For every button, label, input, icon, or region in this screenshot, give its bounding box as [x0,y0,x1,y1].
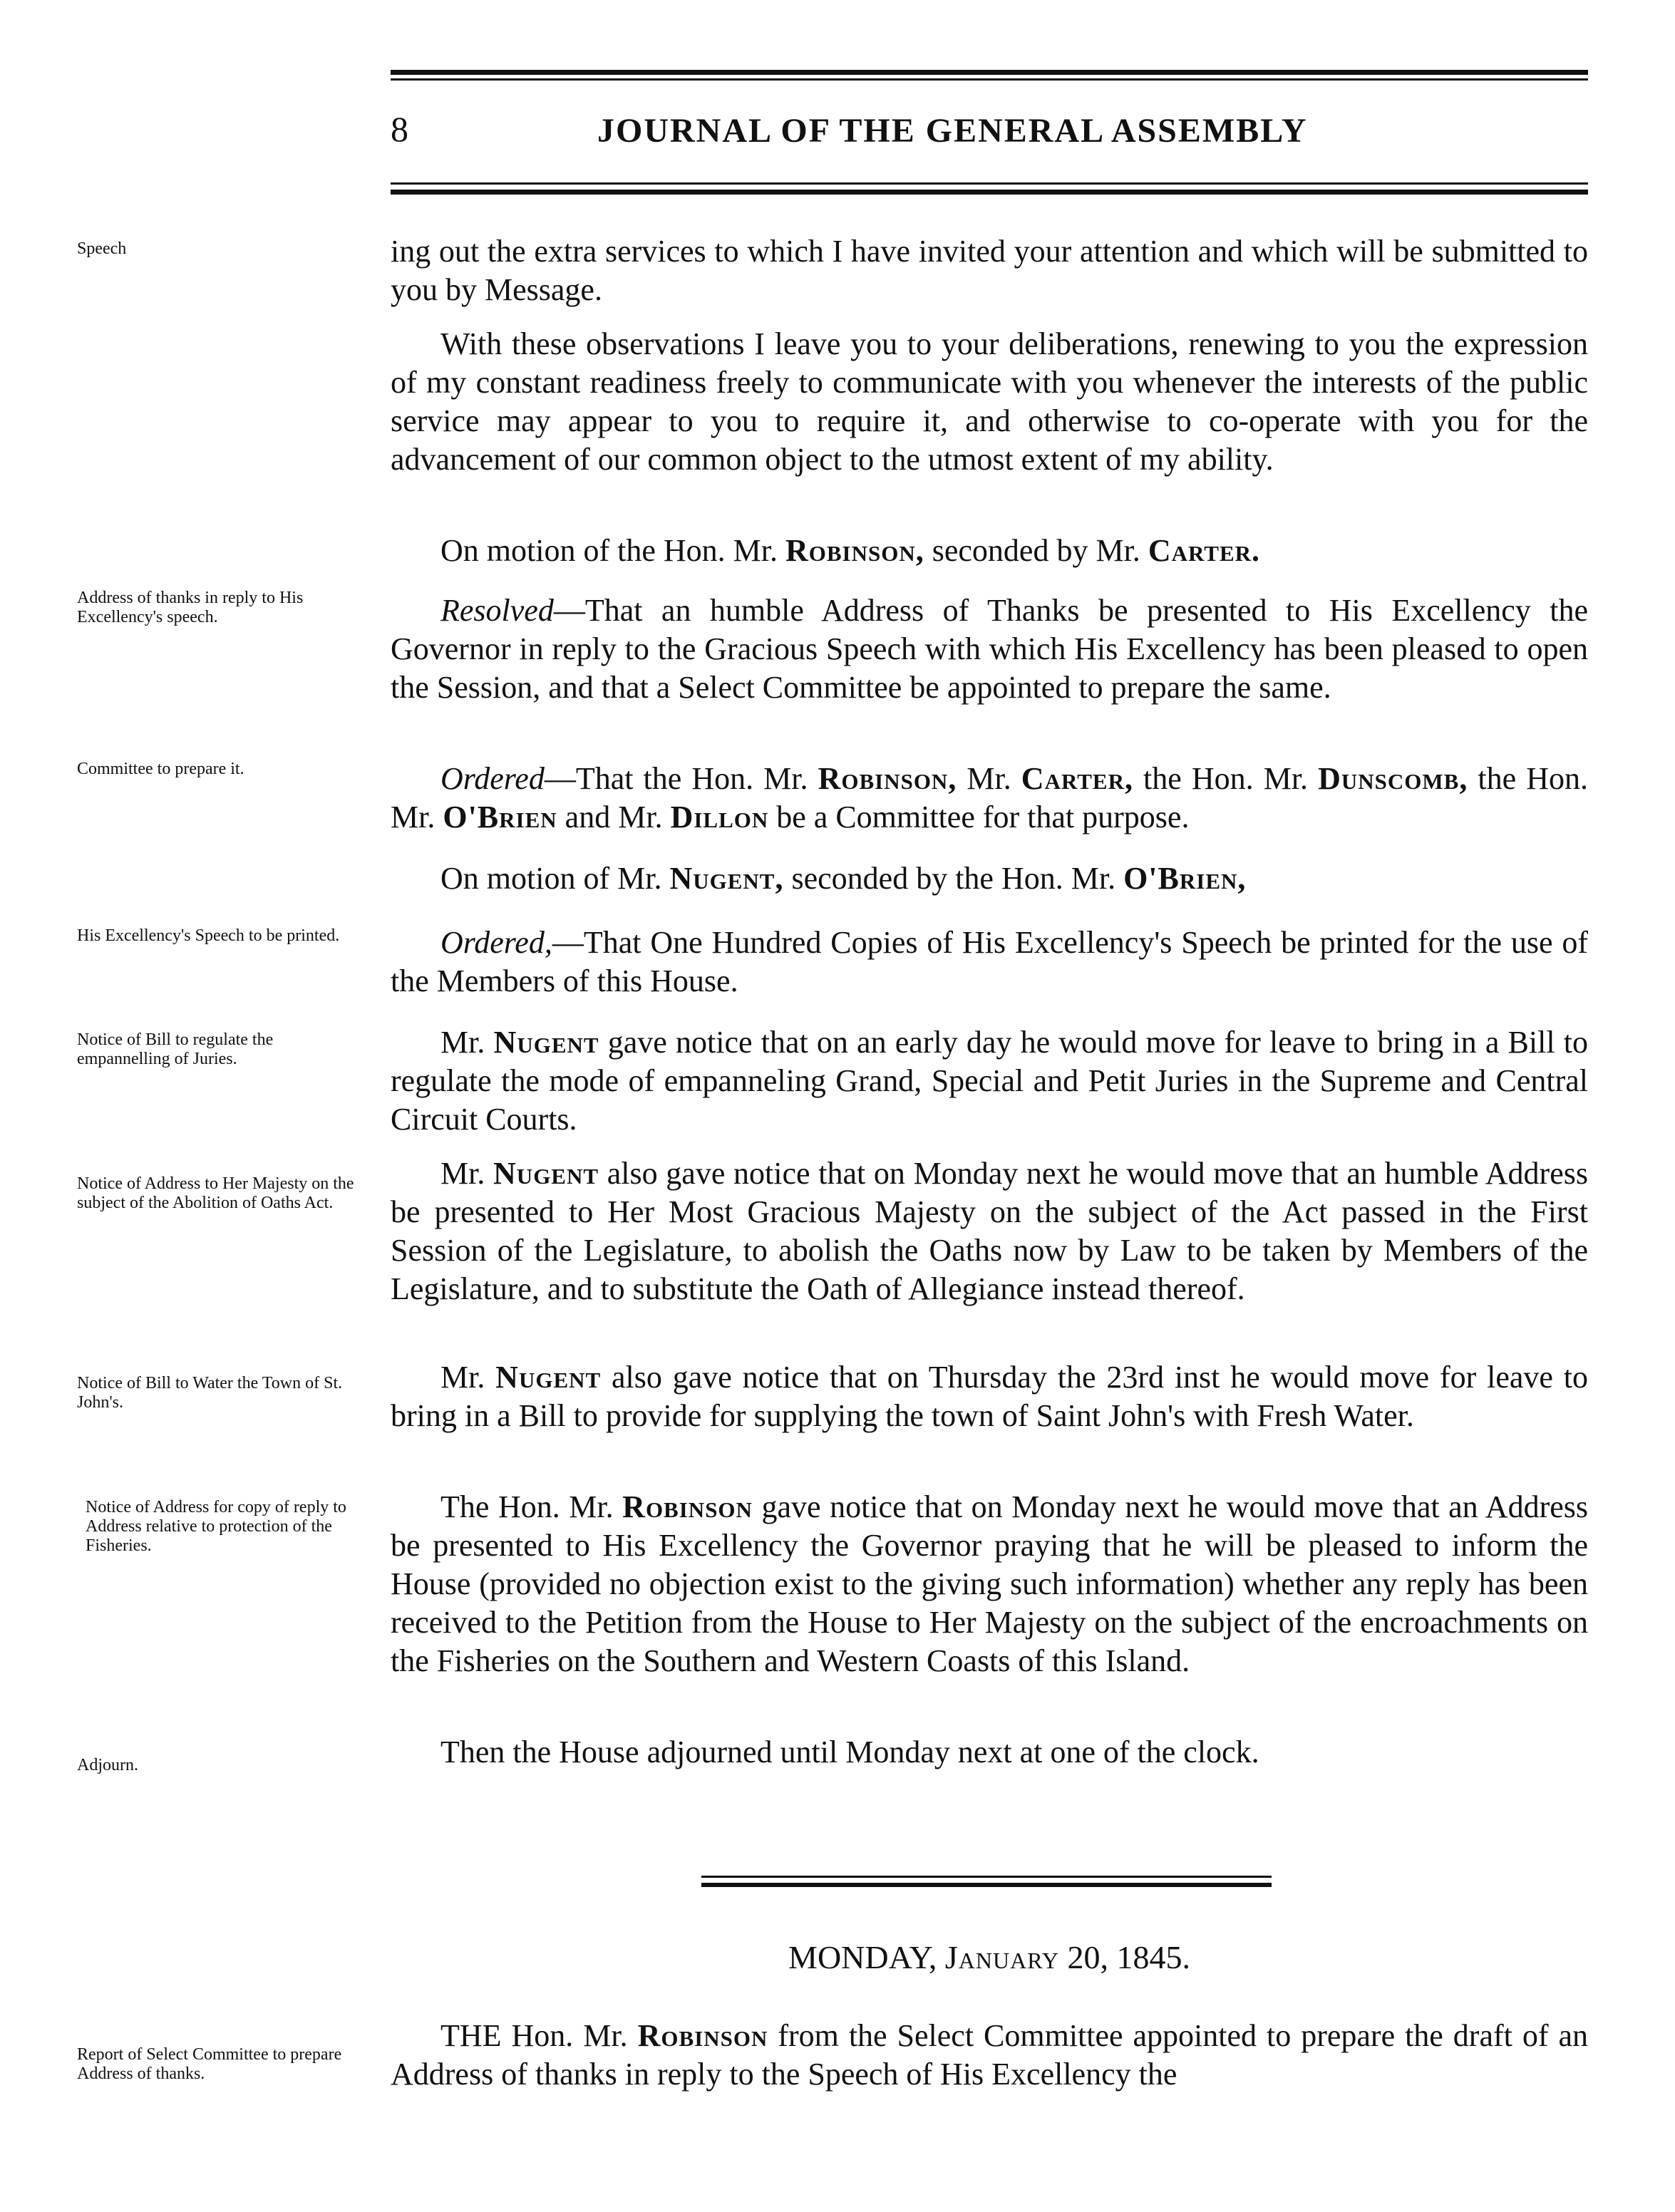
text-run: Mr. [957,761,1021,796]
paragraph-ordered-committee [391,760,1588,837]
member-name: Robinson, [818,761,957,796]
text-run: seconded by the Hon. Mr. [783,861,1124,896]
text-run: also gave notice that on Thursday the 23rd inst he would move for leave to bring in a Bill to provide for supplying the town of Saint John's with Fresh Water. [391,1360,1588,1433]
text-run: the Hon. Mr. [391,761,1588,834]
paragraph-motion-robinson [391,532,1588,570]
margin-note-adjourn: Adjourn. [77,1756,138,1774]
member-name: Nugent, [669,861,784,896]
margin-note-water-bill: Notice of Bill to Water the Town of St. John's. [77,1374,343,1412]
member-name: Robinson [637,2018,768,2053]
member-name: Robinson, [785,533,924,568]
margin-note-speech-printed: His Excellency's Speech to be printed. [77,926,340,945]
section-rule-thin [701,1876,1272,1878]
resolution-lead: Resolved [440,593,554,628]
date-month: January [944,1939,1059,1975]
text-run: seconded by Mr. [924,533,1148,568]
text-run: gave notice that on an early day he would move for leave to bring in a Bill to regulate the mode of empanneling Grand, Special and Petit Juries in the Supreme and Central Circuit Courts. [391,1025,1588,1137]
member-name: O'Brien [443,800,557,834]
paragraph-observations [391,325,1588,479]
text-run: —That the Hon. Mr. [544,761,818,796]
paragraph-text: Then the House adjourned until Monday next at one of the clock. [440,1735,1259,1769]
member-name: Nugent [493,1025,599,1060]
member-name: Carter. [1148,533,1261,568]
member-name: Nugent [495,1360,602,1395]
text-run: —That an humble Address of Thanks be presented to His Excellency the Governor in reply to the Gracious Speech with which His Excellency has been pleased to open the Session, and that a Select Committee be appointed to prepare the same. [391,593,1588,705]
section-rule-thick [701,1883,1272,1887]
margin-note-select-committee-report: Report of Select Committee to prepare Address of thanks. [77,2045,342,2083]
paragraph-notice-juries [391,1023,1588,1139]
text-run: —That One Hundred Copies of His Excellency's Speech be printed for the use of the Members of this House. [391,925,1588,998]
margin-note-oaths-address: Notice of Address to Her Majesty on the subject of the Abolition of Oaths Act. [77,1174,354,1212]
text-run: also gave notice that on Monday next he would move that an humble Address be presented to Her Most Gracious Majesty on the subject of the Act passed in the First Session of the Legislature, to abolish the Oaths now by Law to be taken by Members of the Legislature, and to substitute the Oath of Allegiance instead thereof. [391,1156,1588,1306]
margin-note-address-of-thanks: Address of thanks in reply to His Excellency's speech. [77,589,304,626]
paragraph-notice-water [391,1358,1588,1435]
margin-note-committee: Committee to prepare it. [77,760,244,778]
member-name: Robinson [622,1489,753,1524]
paragraph-notice-fisheries [391,1488,1588,1680]
paragraph-adjourned [391,1733,1588,1772]
header-rule-bottom-thin [391,182,1588,185]
journal-title: JOURNAL OF THE GENERAL ASSEMBLY [597,112,1308,150]
member-name: Nugent [493,1156,599,1191]
paragraph-notice-oaths [391,1154,1588,1308]
date-day: MONDAY, [788,1939,945,1975]
paragraph-report-select-committee [391,2017,1588,2094]
paragraph-speech-end [391,232,1588,309]
page-header [391,108,1602,165]
margin-note-fisheries-address: Notice of Address for copy of reply to Address relative to protection of the Fisheries. [86,1498,346,1555]
paragraph-ordered-copies [391,924,1588,1001]
order-lead: Ordered [440,761,545,796]
text-run: The Hon. Mr. [440,1489,623,1524]
text-run: the Hon. Mr. [1133,761,1319,796]
member-name: Dunscomb, [1318,761,1468,796]
paragraph-text: ing out the extra services to which I have invited your attention and which will be submitted to you by Message. [391,234,1588,307]
member-name: Dillon [670,800,769,834]
text-run: from the Select Committee appointed to prepare the draft of an Address of thanks in reply to the Speech of His Excellency the [391,2018,1588,2092]
date-heading [391,1938,1588,1976]
paragraph-motion-nugent [391,859,1588,898]
text-run: be a Committee for that purpose. [768,800,1190,834]
text-run: On motion of Mr. [440,861,670,896]
text-run: and Mr. [557,800,671,834]
text-run: On motion of the Hon. Mr. [440,533,785,568]
page-number: 8 [391,109,408,149]
header-rule-top-thick [391,70,1588,75]
text-run: Mr. [440,1025,494,1060]
member-name: O'Brien, [1123,861,1247,896]
paragraph-text: With these observations I leave you to your deliberations, renewing to you the expression of my constant readiness freely to communicate with you whenever the interests of the public service may appear to you to require it, and otherwise to co-operate with you for the advancement of our common object to the utmost extent of my ability. [391,326,1588,477]
header-rule-bottom-thick [391,190,1588,195]
member-name: Carter, [1021,761,1133,796]
text-run: gave notice that on Monday next he would move that an Address be presented to His Excellency the Governor praying that he will be pleased to inform the House (provided no objection exist to the giving such information) whether any reply has been received to the Petition from the House to Her Majesty on the subject of the encroachments on the Fisheries on the Southern and Western Coasts of this Island. [391,1489,1588,1678]
text-run: Mr. [440,1156,494,1191]
order-lead: Ordered, [440,925,552,960]
text-run: Mr. [440,1360,496,1395]
date-year: 20, 1845. [1058,1939,1190,1975]
text-run: THE Hon. Mr. [440,2018,638,2053]
margin-note-speech: Speech [77,239,127,258]
header-rule-top-thin [391,78,1588,81]
margin-note-juries-bill: Notice of Bill to regulate the empannelling of Juries. [77,1030,274,1068]
paragraph-resolved [391,591,1588,707]
